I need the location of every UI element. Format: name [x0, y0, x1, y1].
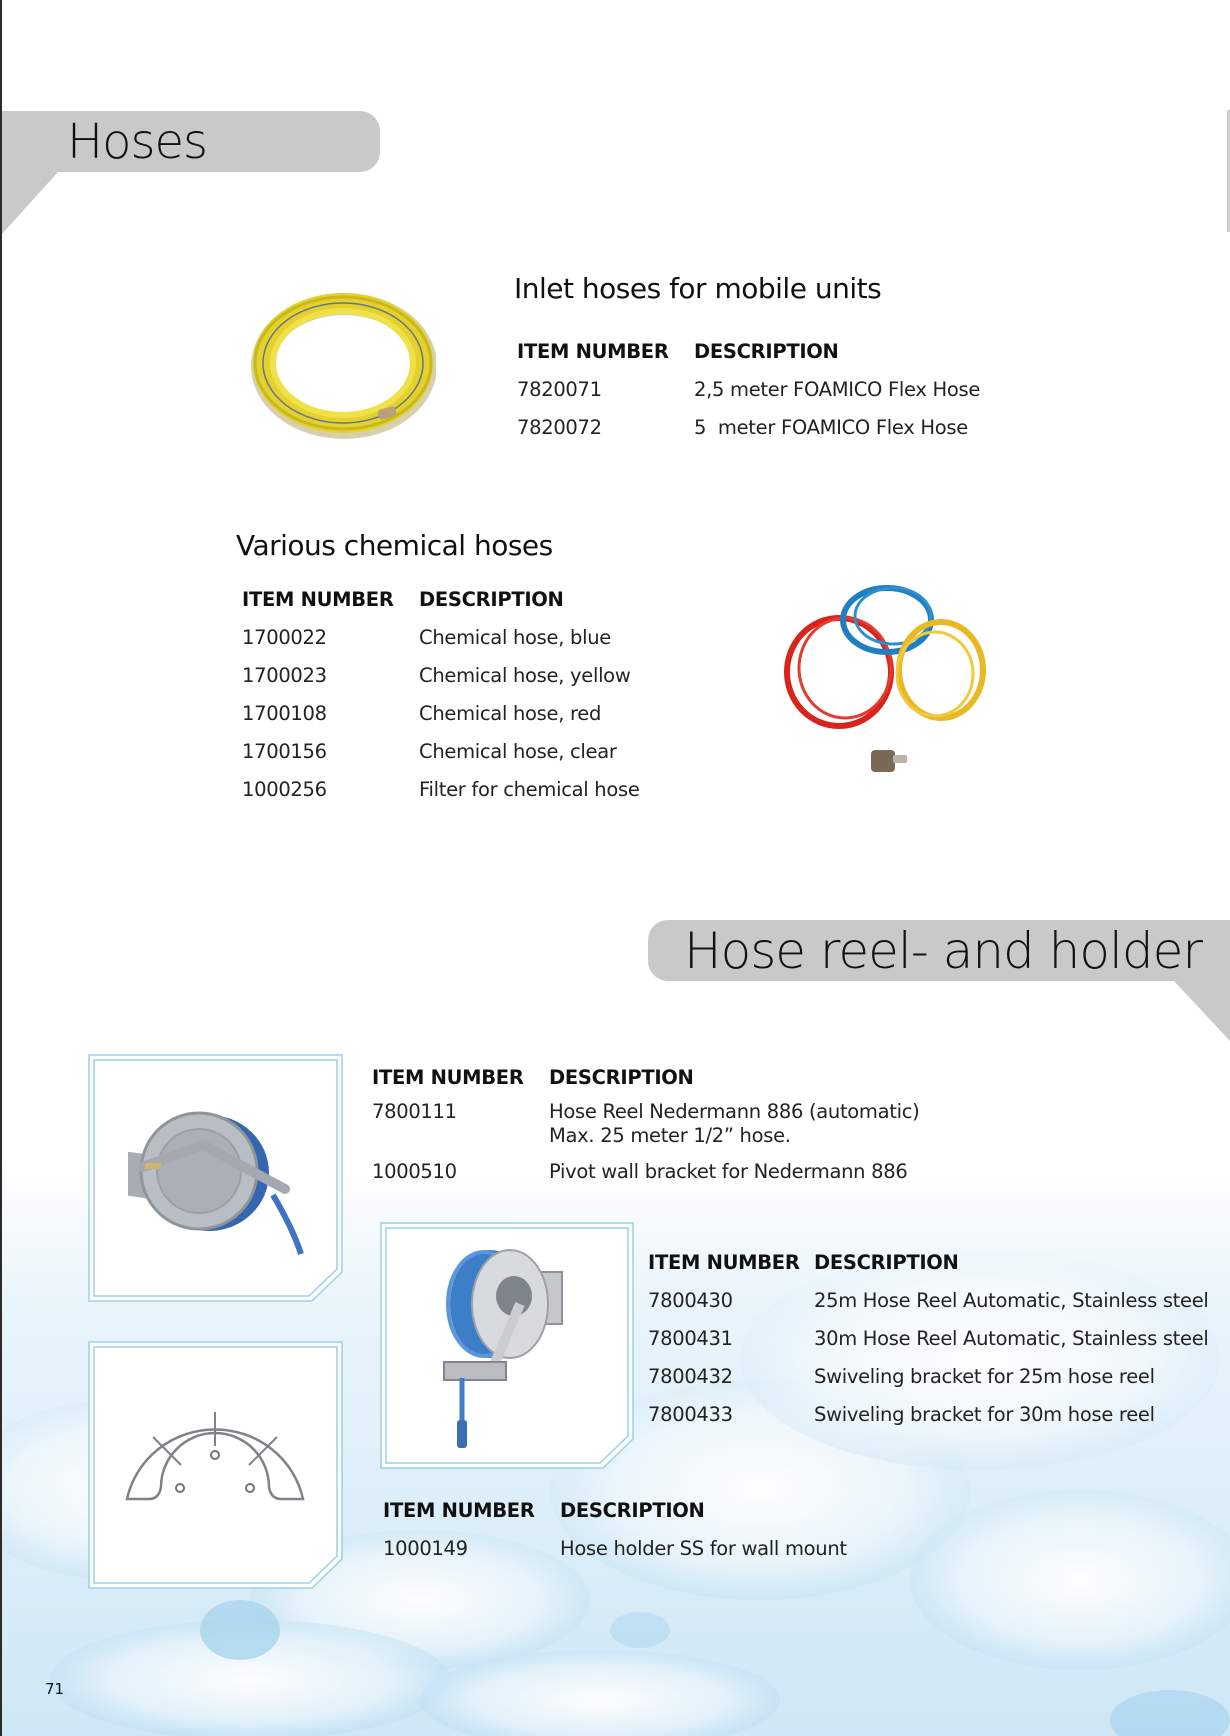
hoses-banner-tail — [2, 172, 58, 234]
hose-reel-banner-title: Hose reel- and holder — [684, 922, 1202, 980]
page-left-edge — [0, 0, 2, 1736]
item-number: 1000256 — [242, 777, 327, 801]
item-number: 1700022 — [242, 625, 327, 649]
item-number: 1700023 — [242, 663, 327, 687]
inlet-hoses-title: Inlet hoses for mobile units — [514, 272, 882, 305]
hose-reel-nedermann-icon — [123, 1109, 313, 1259]
table-row — [242, 770, 640, 808]
chemical-hoses-title: Various chemical hoses — [236, 529, 553, 562]
stainless-reel-table — [648, 1243, 1209, 1433]
table-row — [517, 408, 980, 446]
table-row — [242, 694, 640, 732]
nedermann-reel-table — [372, 1058, 919, 1190]
description-header: DESCRIPTION — [560, 1498, 705, 1522]
item-number-header: ITEM NUMBER — [383, 1498, 535, 1522]
table-header-row — [372, 1058, 919, 1096]
hose-holder-table — [383, 1491, 847, 1567]
item-description: Swiveling bracket for 25m hose reel — [814, 1364, 1155, 1388]
table-header-row — [648, 1243, 1209, 1281]
description-header: DESCRIPTION — [549, 1065, 694, 1089]
table-row — [242, 656, 640, 694]
item-description: 30m Hose Reel Automatic, Stainless steel — [814, 1326, 1209, 1350]
stainless-hose-reel-icon — [432, 1240, 582, 1450]
page-number: 71 — [45, 1680, 65, 1698]
item-description: Chemical hose, clear — [419, 739, 617, 763]
item-number: 1700108 — [242, 701, 327, 725]
table-row — [648, 1281, 1209, 1319]
item-number: 7800431 — [648, 1326, 733, 1350]
description-header: DESCRIPTION — [814, 1250, 959, 1274]
item-description: 2,5 meter FOAMICO Flex Hose — [694, 377, 981, 401]
item-description: Chemical hose, yellow — [419, 663, 631, 687]
item-description: Filter for chemical hose — [419, 777, 640, 801]
hose-holder-frame — [88, 1341, 343, 1589]
item-description: Swiveling bracket for 30m hose reel — [814, 1402, 1155, 1426]
table-row — [242, 618, 640, 656]
item-number: 1000149 — [383, 1536, 468, 1560]
table-header-row — [242, 580, 640, 618]
item-description: Chemical hose, blue — [419, 625, 611, 649]
item-number-header: ITEM NUMBER — [648, 1250, 800, 1274]
item-number-header: ITEM NUMBER — [372, 1065, 524, 1089]
table-row — [648, 1395, 1209, 1433]
item-description: 25m Hose Reel Automatic, Stainless steel — [814, 1288, 1209, 1312]
yellow-hose-coil-icon — [250, 280, 436, 440]
item-description — [549, 1096, 919, 1152]
hose-reel-banner-tail — [1174, 981, 1230, 1041]
hoses-banner-title: Hoses — [67, 114, 208, 170]
nedermann-reel-frame — [88, 1054, 343, 1302]
table-row — [517, 370, 980, 408]
table-row — [242, 732, 640, 770]
hose-holder-icon — [121, 1409, 311, 1519]
stainless-reel-frame — [380, 1222, 634, 1469]
item-number: 7800111 — [372, 1100, 457, 1123]
table-row — [383, 1529, 847, 1567]
item-description-line-1: Hose Reel Nedermann 886 (automatic) — [549, 1100, 920, 1123]
item-number-header: ITEM NUMBER — [517, 339, 669, 363]
table-row — [648, 1319, 1209, 1357]
item-number: 7800433 — [648, 1402, 733, 1426]
item-number: 7800430 — [648, 1288, 733, 1312]
item-description: Hose holder SS for wall mount — [560, 1536, 847, 1560]
inlet-hoses-table — [517, 332, 980, 446]
item-number: 7800432 — [648, 1364, 733, 1388]
table-row — [648, 1357, 1209, 1395]
chemical-hoses-table — [242, 580, 640, 808]
item-description-line-2: Max. 25 meter 1/2” hose. — [549, 1124, 791, 1147]
item-description: Chemical hose, red — [419, 701, 602, 725]
table-row — [372, 1096, 919, 1152]
item-number: 1000510 — [372, 1159, 457, 1183]
description-header: DESCRIPTION — [419, 587, 564, 611]
item-description: Pivot wall bracket for Nedermann 886 — [549, 1159, 908, 1183]
item-number-header: ITEM NUMBER — [242, 587, 394, 611]
table-row — [372, 1152, 919, 1190]
description-header: DESCRIPTION — [694, 339, 839, 363]
item-number: 1700156 — [242, 739, 327, 763]
table-header-row — [517, 332, 980, 370]
item-number: 7820072 — [517, 415, 602, 439]
item-number: 7820071 — [517, 377, 602, 401]
chemical-hoses-icon — [775, 578, 1005, 778]
table-header-row — [383, 1491, 847, 1529]
item-description: 5 meter FOAMICO Flex Hose — [694, 415, 968, 439]
